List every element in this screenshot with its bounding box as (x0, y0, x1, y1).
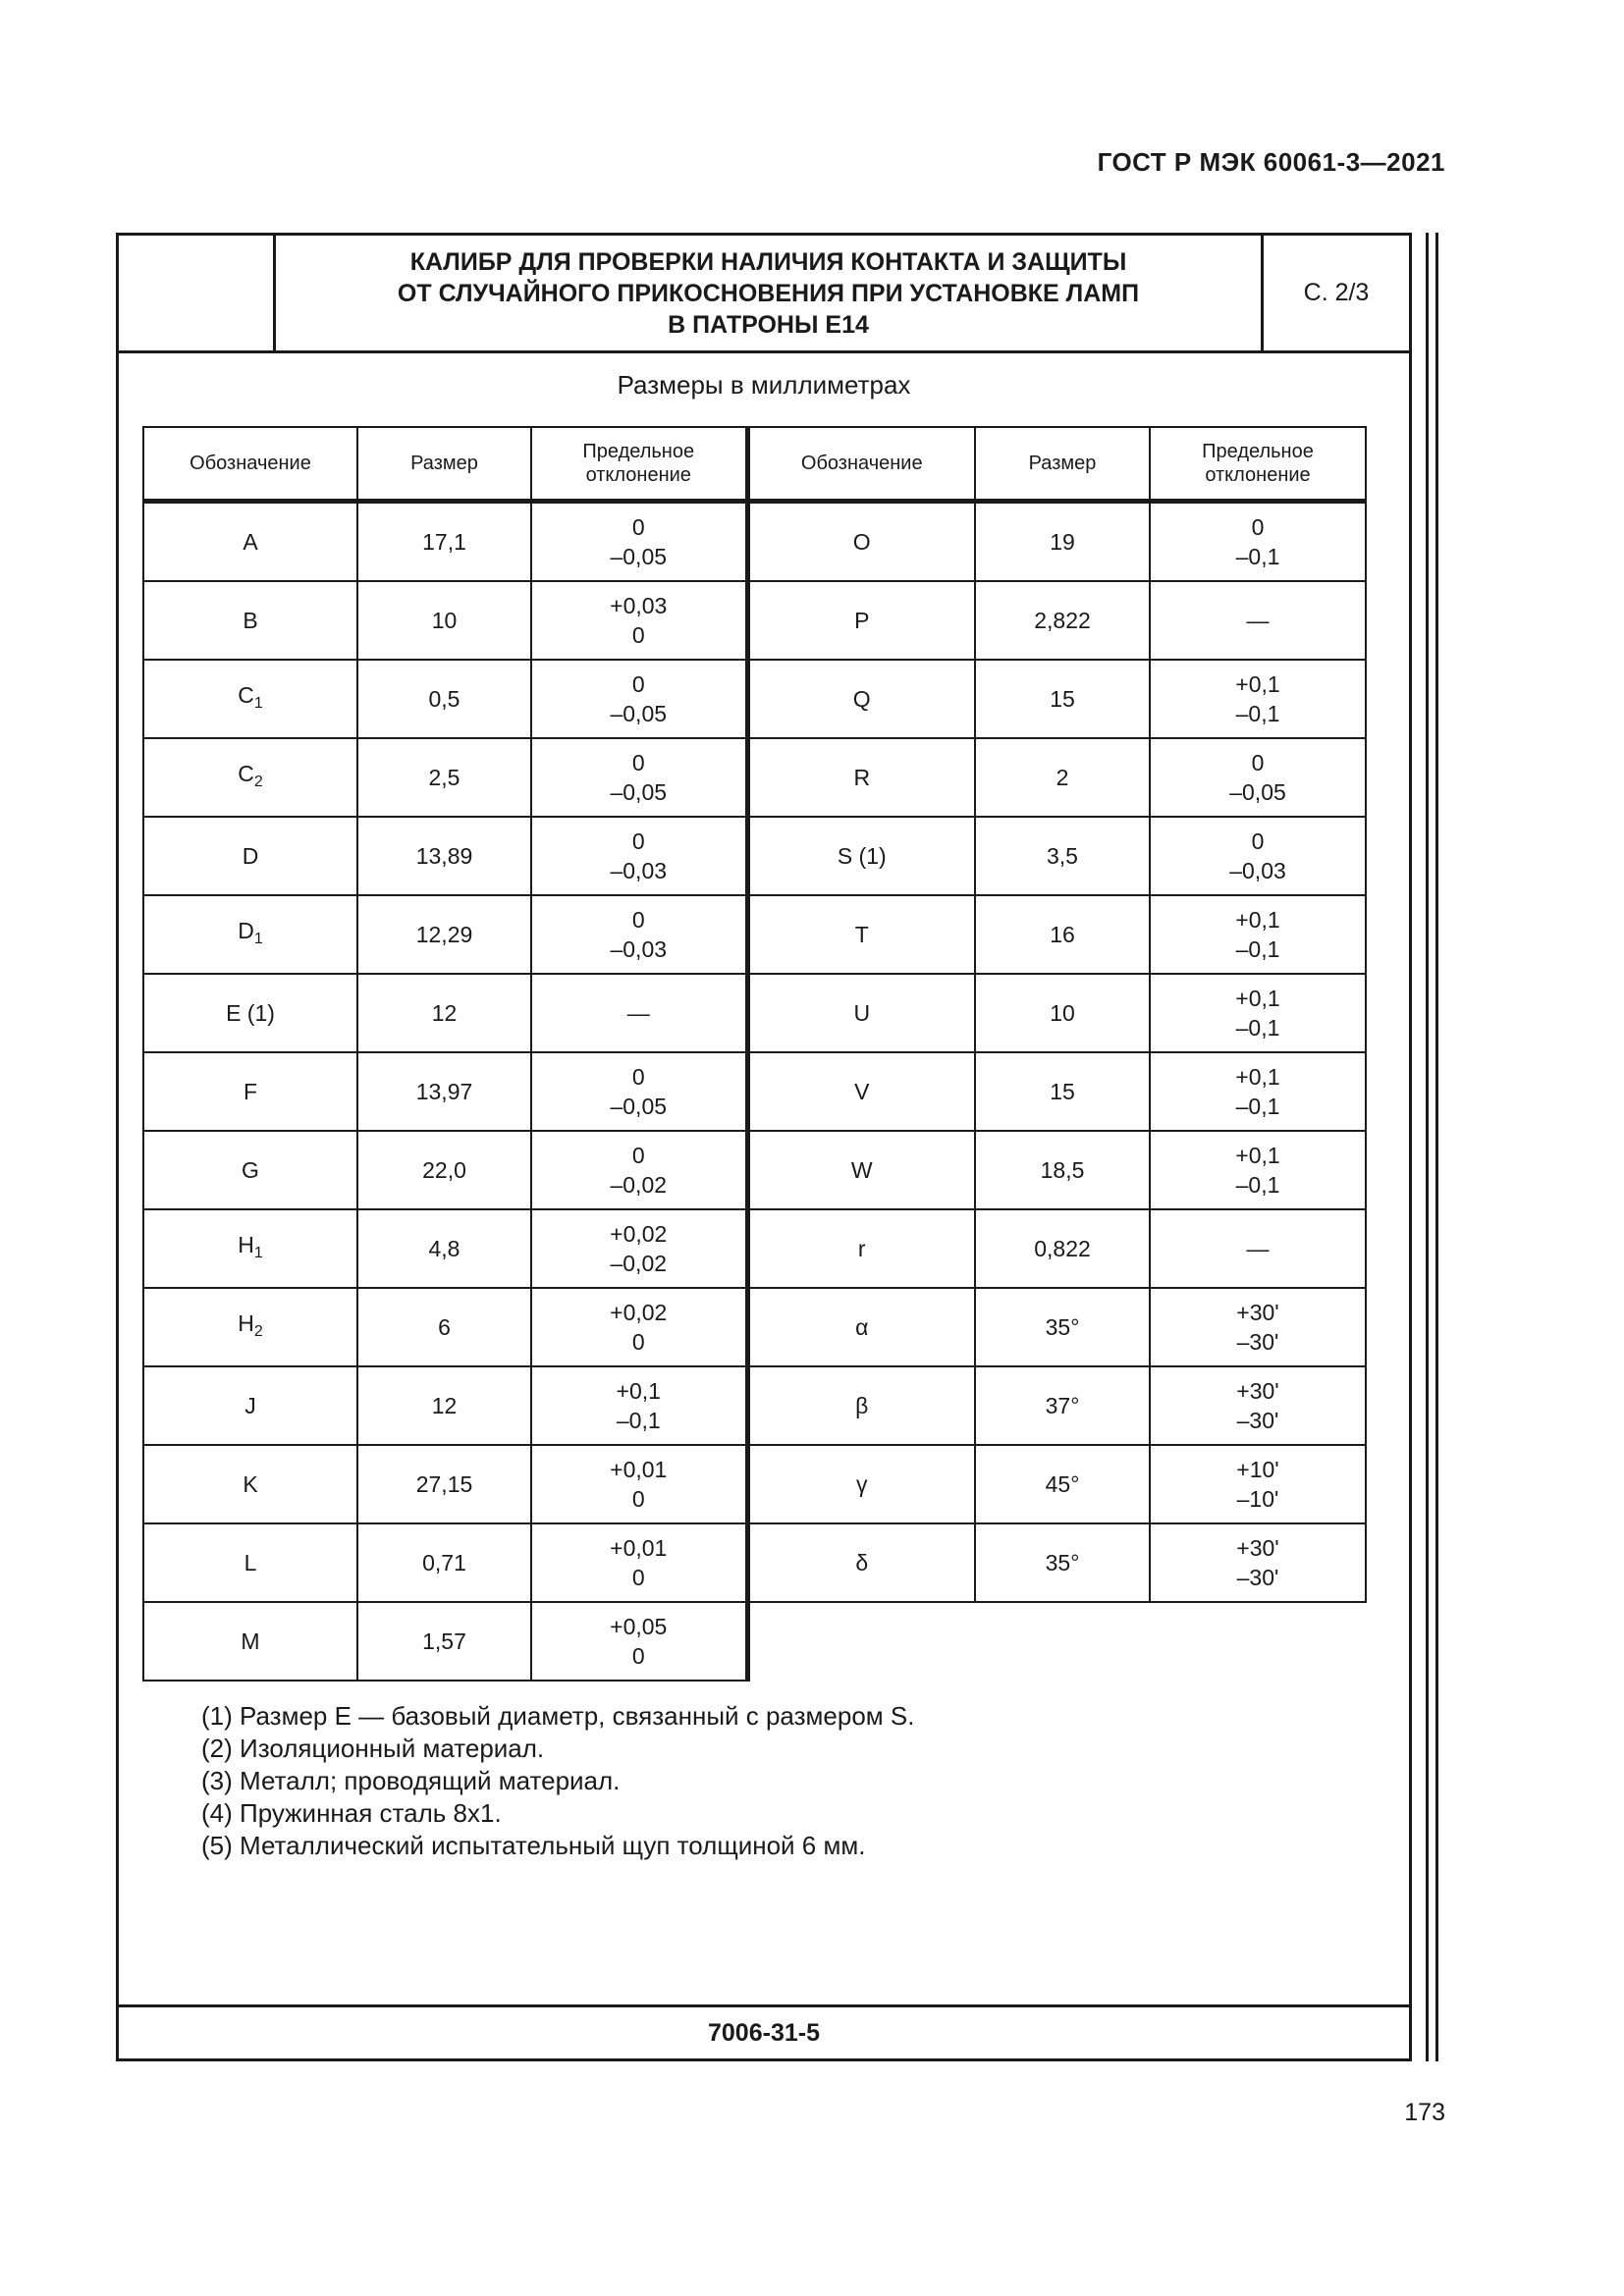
column-header-tolerance (531, 427, 747, 502)
designation-letter: H (238, 1231, 254, 1257)
column-header-designation: Обозначение (747, 427, 975, 502)
size-cell: 2,5 (357, 738, 531, 817)
table-row (143, 1052, 1366, 1131)
table-header-row (143, 427, 1366, 502)
size-cell: 3,5 (975, 817, 1150, 895)
table-row (143, 660, 1366, 738)
tolerance-upper: 0 (1251, 514, 1265, 540)
units-note: Размеры в миллиметрах (617, 370, 911, 400)
designation-subscript: 1 (253, 694, 263, 712)
tolerance-cell (531, 502, 747, 582)
table-row (143, 1366, 1366, 1445)
designation-letter: J (244, 1393, 256, 1418)
tolerance-header-line: отклонение (1205, 464, 1311, 486)
empty-cell (1150, 1602, 1366, 1681)
tolerance-lower: –0,02 (610, 1251, 668, 1276)
size-cell: 45° (975, 1445, 1150, 1523)
designation-cell (143, 817, 357, 895)
tolerance-lower: 0 (631, 1643, 645, 1669)
tolerance-cell (531, 1209, 747, 1288)
tolerance-cell (1150, 1288, 1366, 1366)
title-empty-cell (119, 236, 276, 350)
tolerance-upper: 0 (1251, 750, 1265, 775)
tolerance-cell (1150, 1131, 1366, 1209)
tolerance-cell (531, 1366, 747, 1445)
table-row (143, 502, 1366, 582)
size-cell: 27,15 (357, 1445, 531, 1523)
table-row (143, 1131, 1366, 1209)
designation-letter: D (242, 843, 259, 869)
size-cell: 15 (975, 1052, 1150, 1131)
tolerance-header-line: Предельное (1202, 441, 1314, 462)
page-number: 173 (1404, 2099, 1445, 2126)
designation-cell: β (747, 1366, 975, 1445)
table-row (143, 1288, 1366, 1366)
tolerance-upper: 0 (631, 1143, 645, 1168)
designation-letter: M (241, 1629, 260, 1654)
designation-cell: α (747, 1288, 975, 1366)
designation-cell: R (747, 738, 975, 817)
dimensions-table (142, 426, 1367, 1682)
designation-letter: B (243, 608, 258, 633)
tolerance-lower: –0,1 (1235, 1015, 1280, 1041)
designation-cell (143, 895, 357, 974)
size-cell: 0,5 (357, 660, 531, 738)
designation-cell: O (747, 502, 975, 582)
tolerance-cell (1150, 581, 1366, 660)
tolerance-cell (531, 738, 747, 817)
size-cell: 12 (357, 974, 531, 1052)
table-row (143, 581, 1366, 660)
page-reference: С. 2/3 (1303, 279, 1370, 306)
tolerance-cell (531, 1602, 747, 1681)
table-row (143, 1445, 1366, 1523)
note-item: (3) Металл; проводящий материал. (201, 1766, 621, 1795)
designation-cell (143, 1131, 357, 1209)
tolerance-lower: 0 (631, 622, 645, 648)
table-body (143, 502, 1366, 1682)
size-cell: 10 (975, 974, 1150, 1052)
title-block (119, 236, 1409, 353)
tolerance-upper: +30' (1236, 1535, 1279, 1561)
tolerance-cell (531, 660, 747, 738)
tolerance-upper: +0,1 (1235, 986, 1280, 1011)
tolerance-upper: — (1246, 1236, 1270, 1261)
size-cell: 4,8 (357, 1209, 531, 1288)
size-cell: 10 (357, 581, 531, 660)
table-row (143, 974, 1366, 1052)
frame-double-line (1435, 233, 1438, 2061)
designation-cell: Q (747, 660, 975, 738)
tolerance-header-line: отклонение (585, 464, 691, 486)
tolerance-upper: — (626, 1000, 650, 1026)
designation-cell: γ (747, 1445, 975, 1523)
column-header-tolerance (1150, 427, 1366, 502)
size-cell: 19 (975, 502, 1150, 582)
table-row (143, 1602, 1366, 1681)
size-cell: 35° (975, 1523, 1150, 1602)
tolerance-cell (531, 1052, 747, 1131)
size-cell: 0,822 (975, 1209, 1150, 1288)
tolerance-lower: –30' (1236, 1408, 1279, 1433)
tolerance-lower: –0,05 (610, 544, 668, 569)
tolerance-upper: 0 (631, 750, 645, 775)
tolerance-lower: –0,1 (1235, 1172, 1280, 1198)
drawing-sheet-frame (116, 233, 1412, 2061)
notes-list (201, 1700, 914, 1862)
designation-letter: E (1) (226, 1000, 275, 1026)
tolerance-cell (1150, 974, 1366, 1052)
tolerance-lower: –0,05 (1229, 779, 1286, 805)
tolerance-lower: –30' (1236, 1329, 1279, 1355)
designation-cell (143, 502, 357, 582)
empty-cell (975, 1602, 1150, 1681)
sheet-title-line: КАЛИБР ДЛЯ ПРОВЕРКИ НАЛИЧИЯ КОНТАКТА И ЗАЩИТЫ (409, 247, 1127, 276)
tolerance-cell (531, 1288, 747, 1366)
designation-letter: A (243, 529, 258, 555)
tolerance-upper: +30' (1236, 1300, 1279, 1325)
designation-cell (143, 1052, 357, 1131)
tolerance-cell (1150, 1052, 1366, 1131)
tolerance-cell (1150, 817, 1366, 895)
tolerance-upper: +0,1 (616, 1378, 661, 1404)
tolerance-upper: 0 (631, 828, 645, 854)
tolerance-lower: –30' (1236, 1565, 1279, 1590)
tolerance-cell (1150, 1445, 1366, 1523)
size-cell: 2 (975, 738, 1150, 817)
tolerance-upper: +0,1 (1235, 1064, 1280, 1090)
tolerance-cell (1150, 660, 1366, 738)
designation-letter: L (244, 1550, 257, 1575)
designation-cell (143, 581, 357, 660)
note-item: (1) Размер E — базовый диаметр, связанный с размером S. (201, 1701, 915, 1731)
tolerance-cell (531, 895, 747, 974)
tolerance-cell (531, 1131, 747, 1209)
tolerance-upper: +10' (1236, 1457, 1279, 1482)
designation-cell: T (747, 895, 975, 974)
designation-letter: G (242, 1157, 259, 1183)
empty-cell (747, 1602, 975, 1681)
tolerance-upper: 0 (631, 1064, 645, 1090)
designation-cell (143, 738, 357, 817)
designation-cell: P (747, 581, 975, 660)
tolerance-upper: +0,02 (610, 1221, 668, 1247)
tolerance-cell (1150, 1209, 1366, 1288)
tolerance-cell (531, 817, 747, 895)
tolerance-upper: +0,01 (610, 1457, 668, 1482)
tolerance-upper: 0 (631, 907, 645, 933)
size-cell: 15 (975, 660, 1150, 738)
designation-cell: r (747, 1209, 975, 1288)
tolerance-lower: –0,05 (610, 779, 668, 805)
size-cell: 22,0 (357, 1131, 531, 1209)
tolerance-lower: –0,03 (610, 858, 668, 883)
designation-cell (143, 1366, 357, 1445)
designation-cell (143, 974, 357, 1052)
designation-cell: S (1) (747, 817, 975, 895)
tolerance-upper: +0,02 (610, 1300, 668, 1325)
tolerance-upper: +0,01 (610, 1535, 668, 1561)
size-cell: 35° (975, 1288, 1150, 1366)
tolerance-lower: –10' (1236, 1486, 1279, 1512)
tolerance-upper: +0,03 (610, 593, 668, 618)
table-row (143, 738, 1366, 817)
frame-double-line (1426, 233, 1429, 2061)
size-cell: 1,57 (357, 1602, 531, 1681)
designation-cell: V (747, 1052, 975, 1131)
designation-cell: W (747, 1131, 975, 1209)
designation-letter: C (238, 760, 254, 786)
designation-subscript: 1 (253, 1244, 263, 1261)
designation-cell (143, 1523, 357, 1602)
size-cell: 37° (975, 1366, 1150, 1445)
designation-cell (143, 1288, 357, 1366)
tolerance-cell (1150, 1523, 1366, 1602)
tolerance-lower: –0,03 (610, 936, 668, 962)
sheet-title-line: В ПАТРОНЫ E14 (668, 310, 869, 339)
sheet-number: 7006-31-5 (119, 2004, 1409, 2058)
tolerance-upper: +0,1 (1235, 907, 1280, 933)
designation-letter: F (243, 1079, 258, 1104)
tolerance-lower: –0,02 (610, 1172, 668, 1198)
table-row (143, 895, 1366, 974)
designation-letter: D (238, 917, 254, 943)
tolerance-upper: +0,1 (1235, 671, 1280, 697)
sheet-title-line: ОТ СЛУЧАЙНОГО ПРИКОСНОВЕНИЯ ПРИ УСТАНОВКЕ ЛАМП (397, 279, 1140, 307)
size-cell: 12,29 (357, 895, 531, 974)
tolerance-upper: +0,1 (1235, 1143, 1280, 1168)
designation-cell (143, 1209, 357, 1288)
tolerance-upper: — (1246, 608, 1270, 633)
tolerance-cell (1150, 1366, 1366, 1445)
size-cell: 18,5 (975, 1131, 1150, 1209)
tolerance-lower: –0,03 (1229, 858, 1286, 883)
tolerance-lower: –0,1 (1235, 701, 1280, 726)
designation-letter: K (243, 1471, 258, 1497)
tolerance-upper: 0 (631, 514, 645, 540)
designation-cell: U (747, 974, 975, 1052)
sheet-title (276, 236, 1264, 350)
size-cell: 13,97 (357, 1052, 531, 1131)
table-row (143, 1523, 1366, 1602)
tolerance-lower: –0,05 (610, 1094, 668, 1119)
tolerance-cell (531, 1445, 747, 1523)
column-header-size: Размер (357, 427, 531, 502)
size-cell: 17,1 (357, 502, 531, 582)
column-header-designation: Обозначение (143, 427, 357, 502)
tolerance-cell (531, 1523, 747, 1602)
designation-cell (143, 1602, 357, 1681)
table-row (143, 1209, 1366, 1288)
tolerance-cell (1150, 895, 1366, 974)
designation-subscript: 2 (253, 1322, 263, 1340)
designation-cell (143, 660, 357, 738)
note-item: (2) Изоляционный материал. (201, 1734, 545, 1763)
size-cell: 13,89 (357, 817, 531, 895)
tolerance-lower: 0 (631, 1329, 645, 1355)
table-row (143, 817, 1366, 895)
note-item: (5) Металлический испытательный щуп толщиной 6 мм. (201, 1831, 866, 1860)
tolerance-header-line: Предельное (582, 441, 695, 462)
tolerance-cell (531, 974, 747, 1052)
tolerance-lower: –0,1 (1235, 544, 1280, 569)
designation-subscript: 1 (253, 930, 263, 947)
tolerance-lower: 0 (631, 1565, 645, 1590)
note-item: (4) Пружинная сталь 8x1. (201, 1798, 502, 1828)
tolerance-lower: –0,05 (610, 701, 668, 726)
document-code: ГОСТ Р МЭК 60061-3—2021 (1097, 147, 1445, 177)
tolerance-cell (1150, 738, 1366, 817)
tolerance-upper: 0 (1251, 828, 1265, 854)
tolerance-cell (1150, 502, 1366, 582)
designation-subscript: 2 (253, 773, 263, 790)
tolerance-lower: –0,1 (1235, 1094, 1280, 1119)
designation-letter: C (238, 681, 254, 708)
designation-cell (143, 1445, 357, 1523)
designation-cell: δ (747, 1523, 975, 1602)
tolerance-cell (531, 581, 747, 660)
size-cell: 16 (975, 895, 1150, 974)
size-cell: 2,822 (975, 581, 1150, 660)
column-header-size: Размер (975, 427, 1150, 502)
tolerance-upper: +0,05 (610, 1614, 668, 1639)
designation-letter: H (238, 1309, 254, 1336)
size-cell: 6 (357, 1288, 531, 1366)
size-cell: 0,71 (357, 1523, 531, 1602)
tolerance-lower: –0,1 (1235, 936, 1280, 962)
size-cell: 12 (357, 1366, 531, 1445)
tolerance-lower: –0,1 (616, 1408, 661, 1433)
tolerance-lower: 0 (631, 1486, 645, 1512)
tolerance-upper: 0 (631, 671, 645, 697)
tolerance-upper: +30' (1236, 1378, 1279, 1404)
